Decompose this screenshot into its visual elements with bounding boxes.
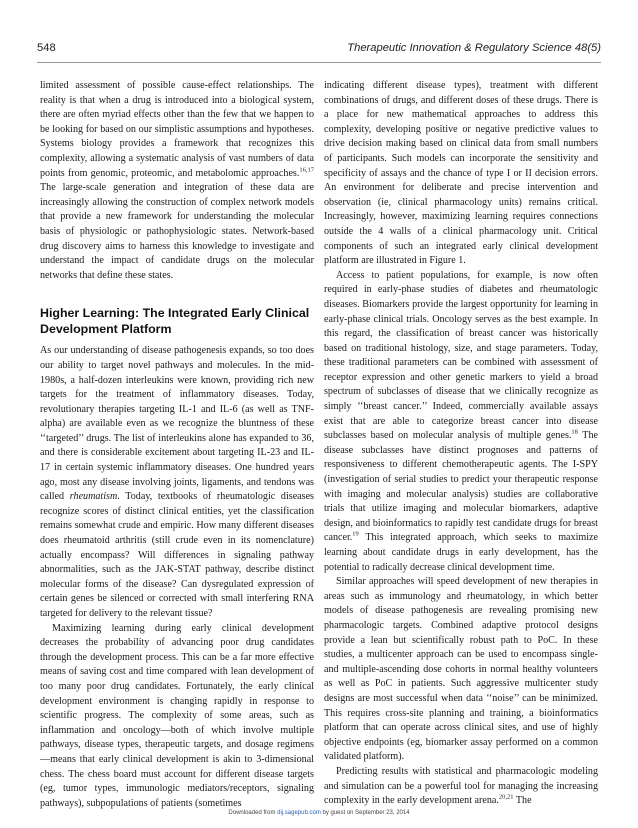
paragraph: limited assessment of possible cause-effect relationships. The reality is that when a drug is introduced into a biological system, there are often myriad effects other than the few that we happen to be looking for based on our simplistic assumptions and hypotheses. Systems biology provides a framework that recognizes this complexity, allowing a systematic analysis of vast numbers of data points from genomic, proteomic, and metabolomic approaches.$^{16,17}$ The large-scale generation and integration of these data are increasingly allowing the construction of complex network models that provide a new framework for understanding the molecular basis of physiologic or pathophysiologic states. Network-based drug discovery aims to harness this knowledge to investigate and understand the impact of candidate drugs on the molecular networks that define these states. — [40, 80, 314, 281]
section-heading: Higher Learning: The Integrated Early Clinical Development Platform — [40, 306, 310, 337]
page-number: 548 — [37, 42, 56, 54]
paragraph: indicating different disease types), treatment with different combinations of drugs, and different doses of these drugs. There is a place for new mathematical approaches to address this complexity, developing positive or negative predictive values to drive decision making based on clinical data from small numbers of participants. Such models can incorporate the sensitivity and specificity of assays and the chance of type I or II decision errors. An environment for deliberate and precise intervention and observation (ie, clinical pharmacology units) remains critical. Increasingly, however, maximizing learning requires connections outside the 4 walls of a clinical pharmacology unit. Critical components of such an integrated early clinical development platform are illustrated in Figure 1. — [324, 80, 598, 267]
paragraph: Predicting results with statistical and pharmacologic modeling and simulation can be a powerful tool for managing the increasing complexity in the early development arena.$^{20,21}$ The — [324, 765, 598, 807]
paragraph: Maximizing learning during early clinical development decreases the probability of advancing poor drug candidates through the development process. This can be a far more effective means of saving cost and time compared with lean development of too many poor drug candidates. Fortunately, the early clinical development environment is changing rapidly in response to scientific progress. The complexity of some areas, such as inflammation and oncology—both of which involve multiple pathways, disease types, therapeutic targets, and dosage regimens—means that early clinical development is akin to 3-dimensional chess. The chess board must account for different disease targets (eg, tumor types, immunologic mediators/receptors, signaling pathways), subpopulations of patients (sometimes — [40, 622, 314, 809]
journal-title: Therapeutic Innovation & Regulatory Science 48(5) — [347, 42, 601, 54]
paragraph: As our understanding of disease pathogenesis expands, so too does our ability to target novel pathways and molecules. In the mid-1980s, a half-dozen interleukins were known, providing rich new targets for the treatment of inflammatory diseases. Today, revolutionary therapies targeting IL-1 and IL-6 (as well as TNF-alpha) are available even as we recognize the bluntness of these ‘‘targeted’’ drugs. The list of interleukins alone has expanded to 36, and there is considerable excitement about targeting IL-23 and IL-17 in certain systemic inflammatory diseases. One hundred years ago, most any disease involving joints, ligaments, and tendons was called rheumatism. Today, textbooks of rheumatologic diseases recognize scores of distinct clinical entities, yet the classification remains somewhat crude and empiric. How many different diseases does rheumatoid arthritis (still crude even in its nomenclature) actually encompass? Will differences in signaling pathway abnormalities, such as the JAK-STAT pathway, describe distinct molecular forms of the disease? Can dysregulated expression of certain genes be silenced or corrected with small interfering RNA targeted for delivery to the relevant tissue? — [40, 345, 314, 619]
citation[interactable]: 19 — [352, 531, 359, 539]
citation[interactable]: 16,17 — [299, 166, 314, 174]
download-footer: Downloaded from dij.sagepub.com by guest on September 23, 2014 — [228, 810, 410, 816]
running-header — [37, 42, 601, 58]
right-column — [324, 79, 598, 809]
citation[interactable]: 20,21 — [498, 793, 514, 801]
source-link[interactable]: dij.sagepub.com — [277, 810, 321, 816]
header-rule — [37, 62, 601, 63]
left-column — [40, 79, 314, 811]
paragraph: Similar approaches will speed development of new therapies in areas such as immunology and rheumatology, in which better models of disease pathogenesis are revealing promising new pharmacologic targets. Combined adaptive protocol designs provide a lean but scientifically robust path to PoC. In these studies, a multicenter approach can be used to encompass single-and multiple-ascending dose cohorts in normal healthy volunteers as well as PoC in patients. Such aggressive multicenter study designs are most successful when data ‘‘noise’’ can be minimized. This requires cross-site planning and training, a bioinformatics platform that can operate across clinical sites, and use of highly objective endpoints (eg, biomarker assay performed on a common validated platform). — [324, 576, 598, 763]
citation[interactable]: 18 — [571, 428, 578, 436]
paragraph: Access to patient populations, for example, is now often required in early-phase studies of diabetes and rheumatologic diseases. Biomarkers provide the largest opportunity for learning in early-phase clinical trials. Oncology serves as the best example. In this regard, the classification of breast cancer was historically based on traditional histology, size, and stage parameters. Today, these traditional parameters can be combined with assessment of receptor expression and other genetic markers to yield a broad spectrum of subclasses of disease that we clinically recognize as simply ‘‘breast cancer.’’ Indeed, commercially available assays exist that are able to categorize breast cancer into disease subclasses based on molecular analysis of multiple genes.$^{18}$ The disease subclasses have distinct prognoses and patterns of responsiveness to different chemotherapeutic agents. The I-SPY (investigation of serial studies to predict your therapeutic response with imaging and molecular analysis) studies are collaborative trials that utilize imaging and molecular biomarkers, adaptive design, and bioinformatics to rapidly test candidate drugs for breast cancer.$^{19}$ This integrated approach, which seeks to maximize learning about candidate drugs in early development, has the potential to radically decrease clinical development time. — [324, 269, 598, 573]
